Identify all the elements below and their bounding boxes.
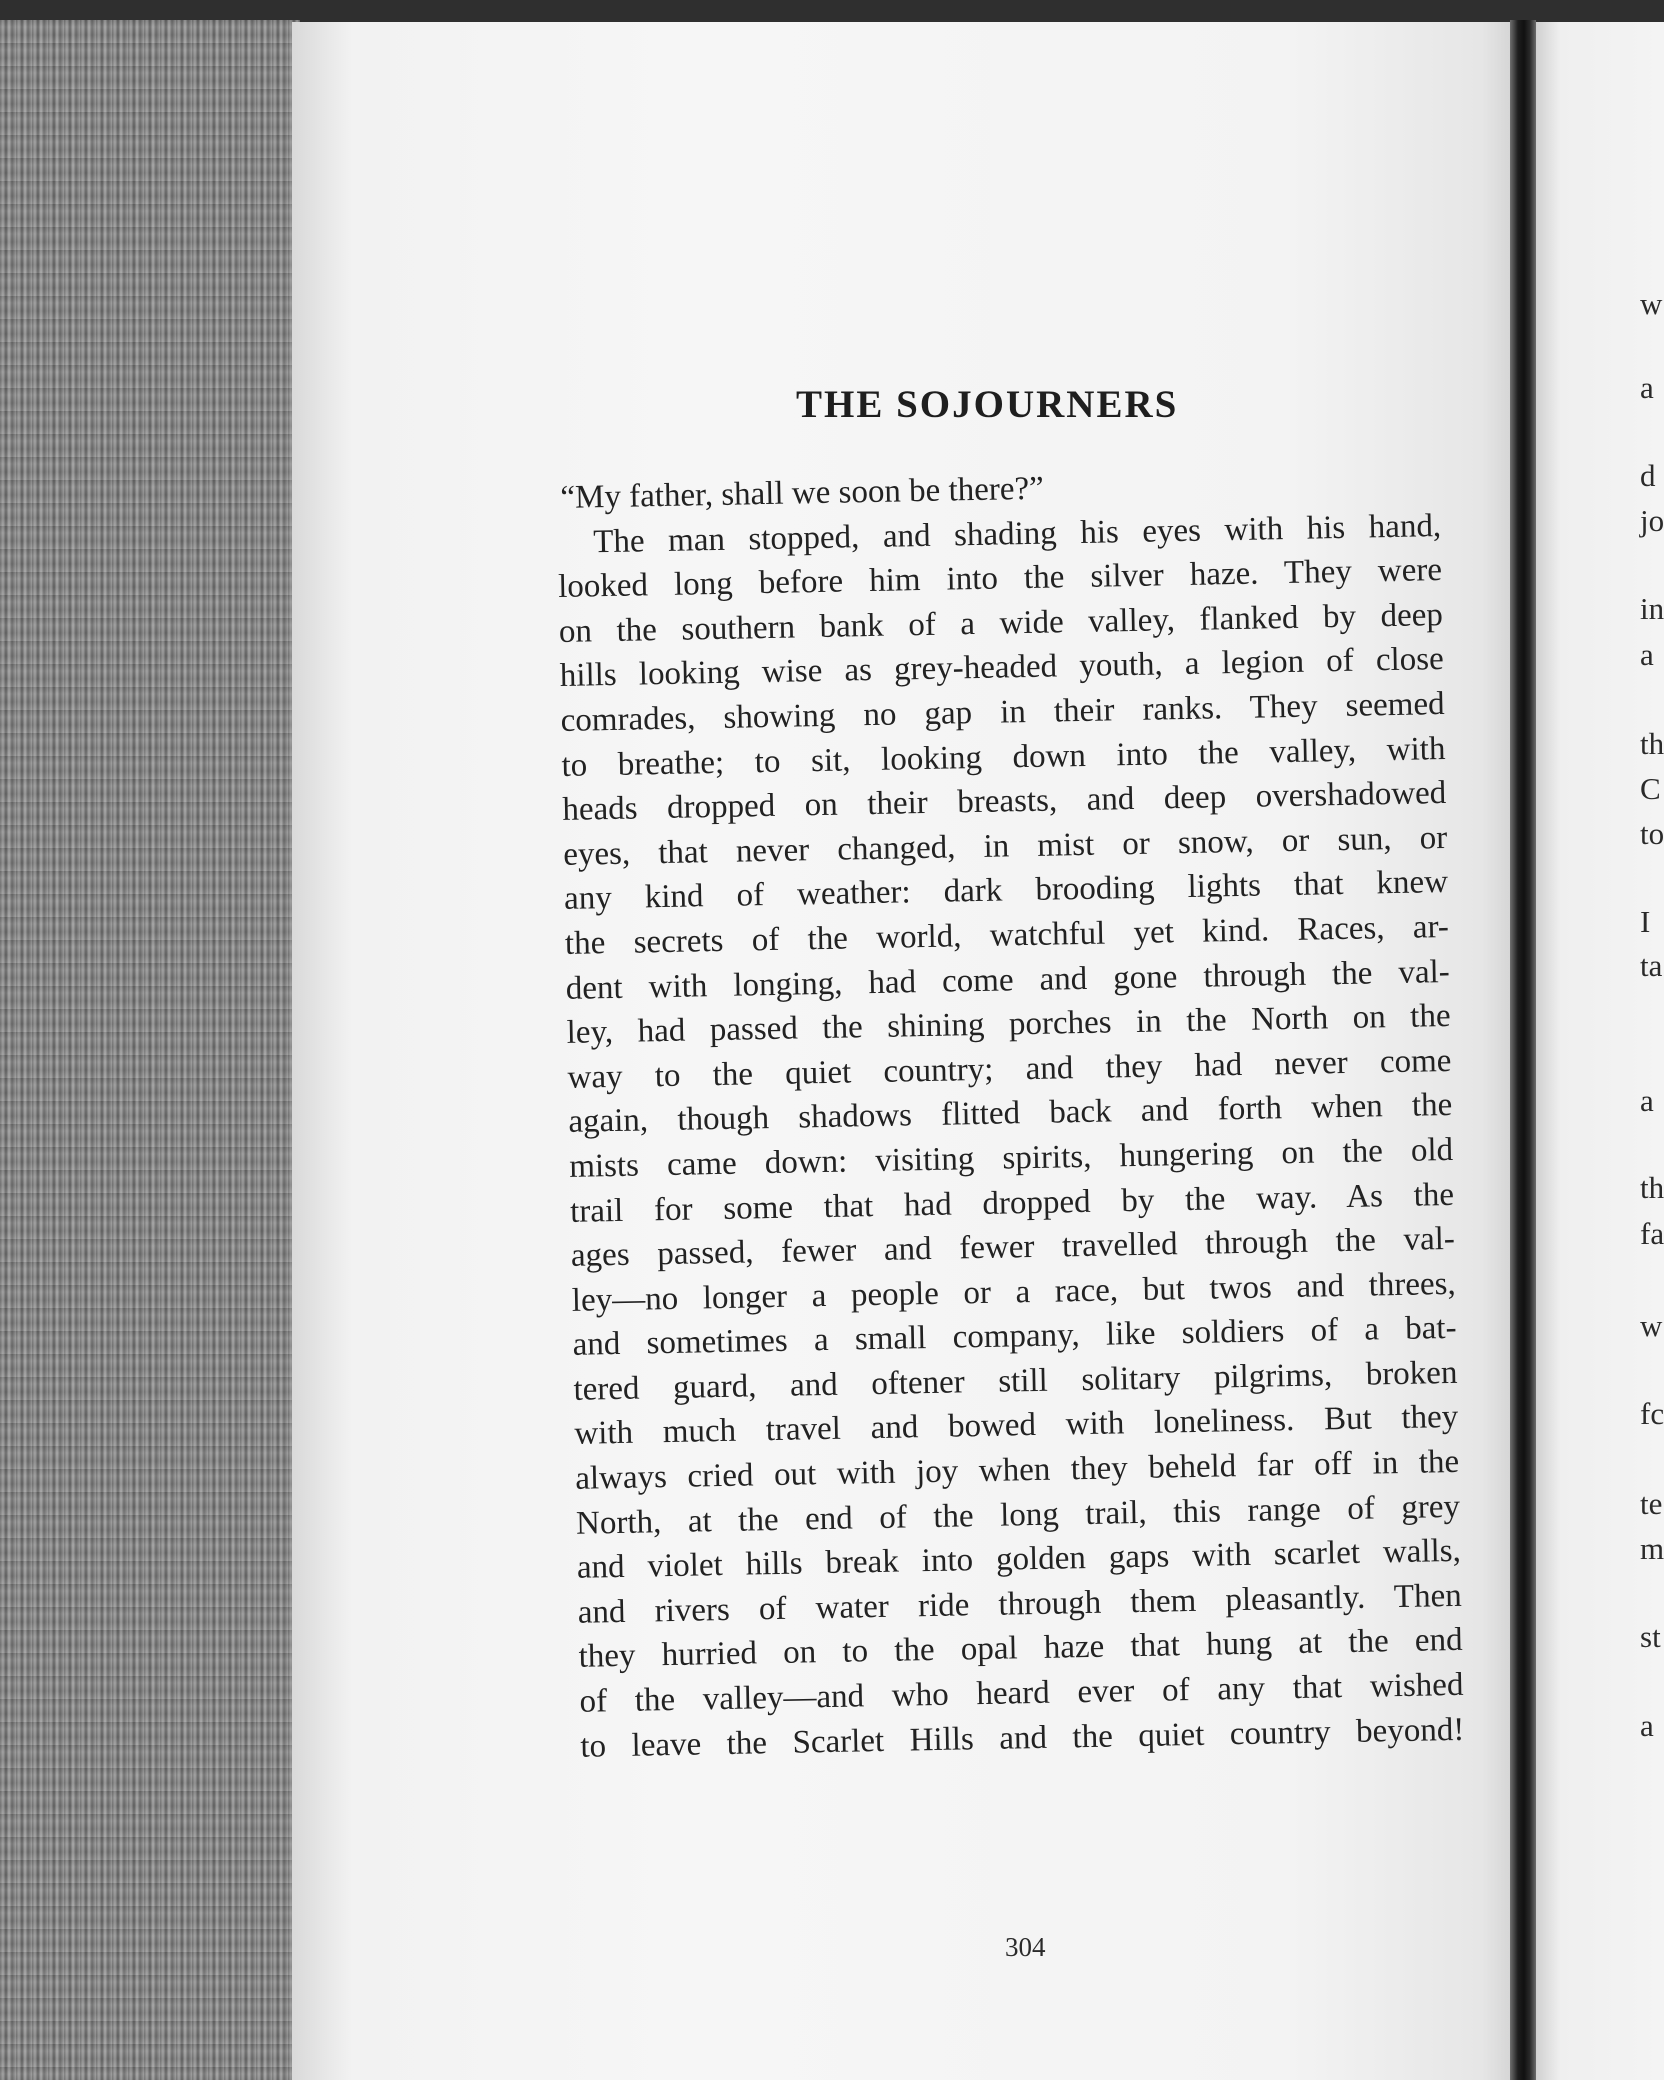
facing-page-fragment: in	[1640, 591, 1664, 626]
text-line: of the valley—and who heard ever of any that wished	[579, 1666, 1464, 1720]
facing-page-fragment: st	[1640, 1619, 1661, 1654]
text-line: tered guard, and oftener still solitary pilgrims, broken	[573, 1354, 1458, 1408]
text-line: ages passed, fewer and fewer travelled through the val-	[570, 1220, 1456, 1274]
facing-page-fragment: th	[1640, 1170, 1664, 1205]
facing-page-fragment: I	[1640, 904, 1651, 939]
text-line: to leave the Scarlet Hills and the quiet country beyond!	[580, 1711, 1465, 1765]
text-line: hills looking wise as grey-headed youth, a legion of close	[559, 641, 1445, 695]
text-line: eyes, that never changed, in mist or snow, or sun, or	[562, 819, 1448, 873]
page-edges	[0, 20, 300, 2080]
facing-page-fragment: a	[1640, 1083, 1654, 1118]
text-line: with much travel and bowed with loneliness. But they	[574, 1399, 1459, 1453]
text-line: heads dropped on their breasts, and deep overshadowed	[562, 775, 1447, 829]
facing-page-fragment: w	[1640, 286, 1663, 321]
text-line: way to the quiet country; and they had never come	[567, 1042, 1452, 1096]
text-line: comrades, showing no gap in their ranks. They seemed	[560, 685, 1445, 739]
facing-page-fragment: te	[1640, 1486, 1663, 1521]
text-line: dent with longing, had come and gone through the val-	[565, 953, 1451, 1007]
text-line: The man stopped, and shading his eyes with his hand,	[592, 507, 1442, 560]
facing-page-fragment: ta	[1640, 948, 1663, 983]
book-gutter	[1510, 20, 1536, 2080]
page-title: THE SOJOURNERS	[796, 383, 1179, 426]
page-number: 304	[1005, 1932, 1046, 1962]
text-line: always cried out with joy when they beheld far off in the	[574, 1443, 1460, 1497]
text-line: any kind of weather: dark brooding lights that knew	[563, 864, 1449, 918]
text-line: on the southern bank of a wide valley, flanked by deep	[558, 596, 1444, 650]
text-line: to breathe; to sit, looking down into the valley, with	[561, 730, 1446, 784]
facing-page-fragment: C	[1640, 771, 1661, 806]
facing-page-fragment: a	[1640, 637, 1654, 672]
text-line: they hurried on to the opal haze that hung at the end	[578, 1622, 1463, 1676]
facing-page-fragment: th	[1640, 726, 1664, 761]
right-page	[1536, 22, 1664, 2080]
text-line: and violet hills break into golden gaps with scarlet walls,	[576, 1533, 1462, 1587]
text-line: again, though shadows flitted back and forth when the	[568, 1087, 1453, 1141]
facing-page-fragment: m	[1640, 1531, 1664, 1566]
text-line: North, at the end of the long trail, this range of grey	[575, 1488, 1461, 1542]
text-line: the secrets of the world, watchful yet kind. Races, ar-	[564, 908, 1450, 962]
text-line: “My father, shall we soon be there?”	[560, 470, 1045, 516]
text-line: ley—no longer a people or a race, but twos and threes,	[571, 1265, 1457, 1319]
facing-page-fragment: fa	[1640, 1216, 1664, 1251]
facing-page-fragment: to	[1640, 816, 1664, 851]
text-line: trail for some that had dropped by the way. As the	[569, 1176, 1455, 1230]
text-line: and sometimes a small company, like soldiers of a bat-	[572, 1310, 1457, 1364]
facing-page-fragment: d	[1640, 458, 1656, 493]
facing-page-fragment: a	[1640, 370, 1654, 405]
facing-page-fragment: fc	[1640, 1396, 1664, 1431]
text-line: and rivers of water ride through them pleasantly. Then	[577, 1577, 1463, 1631]
facing-page-fragment: a	[1640, 1708, 1654, 1743]
facing-page-fragment: w	[1640, 1308, 1663, 1343]
body-text	[556, 459, 1481, 1769]
text-line: ley, had passed the shining porches in the North on the	[566, 998, 1451, 1052]
text-line: looked long before him into the silver haze. They were	[557, 552, 1443, 606]
facing-page-fragment: jo	[1640, 503, 1664, 538]
text-line: mists came down: visiting spirits, hungering on the old	[568, 1131, 1454, 1185]
